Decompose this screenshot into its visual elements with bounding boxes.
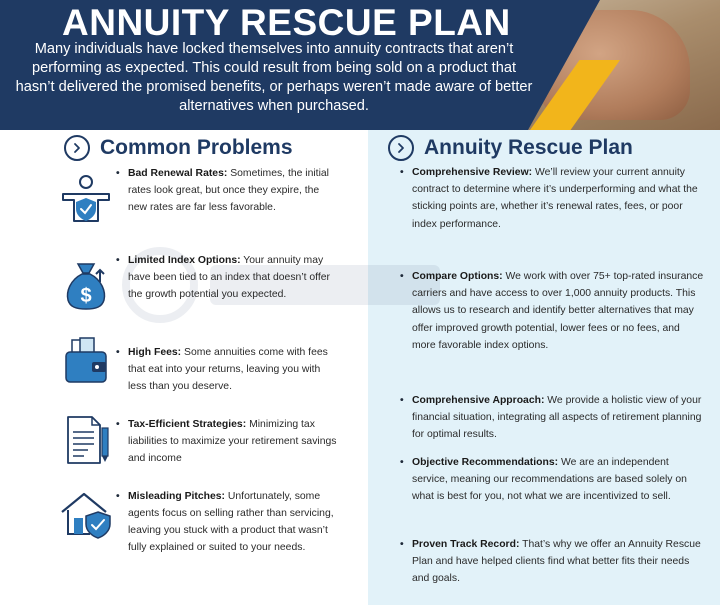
wallet-icon bbox=[60, 336, 112, 388]
shield-person-icon bbox=[60, 174, 112, 226]
plan-proven-track-record bbox=[412, 536, 704, 588]
problem-label: Limited Index Options: bbox=[128, 255, 241, 266]
plan-body: We’ll review your current annuity contract to determine where it’s underperforming and what the sticking points are, whether it’s renewal rates, fees, or poor index performance. bbox=[412, 167, 698, 230]
problem-bad-renewal-rates bbox=[128, 165, 340, 216]
problem-body: Unfortunately, some agents focus on selling rather than servicing, leaving you stuck with a product that wasn’t fully explained or suited to your needs. bbox=[128, 491, 334, 553]
plan-label: Comprehensive Approach: bbox=[412, 395, 545, 406]
chevron-right-icon bbox=[388, 135, 414, 161]
plan-comprehensive-review bbox=[412, 164, 704, 233]
problem-label: High Fees: bbox=[128, 347, 182, 358]
problem-body: Your annuity may have been tied to an index that doesn’t offer the growth potential you expected. bbox=[128, 255, 330, 300]
plan-body: That’s why we offer an Annuity Rescue Plan and have helped clients find what better fits their needs and goals. bbox=[412, 539, 701, 585]
house-shield-icon bbox=[60, 488, 112, 540]
problem-body: Minimizing tax liabilities to maximize your retirement savings and income bbox=[128, 419, 337, 464]
problem-body: Sometimes, the initial rates look great, but once they expire, the new rates are far less favorable. bbox=[128, 168, 329, 213]
plan-label: Compare Options: bbox=[412, 271, 503, 282]
problem-high-fees bbox=[128, 344, 340, 395]
problem-label: Tax-Efficient Strategies: bbox=[128, 419, 247, 430]
plan-label: Comprehensive Review: bbox=[412, 167, 533, 178]
money-bag-icon bbox=[60, 260, 112, 312]
svg-text:$: $ bbox=[80, 285, 92, 307]
problem-misleading-pitches bbox=[128, 488, 340, 556]
problem-body: Some annuities come with fees that eat into your returns, leaving you with less than you deserve. bbox=[128, 347, 328, 392]
plan-body: We provide a holistic view of your financial situation, integrating all aspects of retirement planning for optimal results. bbox=[412, 395, 702, 441]
page-title: ANNUITY RESCUE PLAN bbox=[62, 2, 511, 43]
plan-body: We are an independent service, meaning our recommendations are based solely on what is best for you, not what we are incentivized to sell. bbox=[412, 457, 687, 503]
problem-tax-efficient-strategies bbox=[128, 416, 340, 467]
plan-body: We work with over 75+ top-rated insurance carriers and have access to over 1,000 annuity products. This allows us to research and identify better alternatives that may offer improved growth potential, lower fees or no fees, and more favorable index options. bbox=[412, 271, 704, 351]
common-problems-heading bbox=[64, 133, 293, 163]
chevron-right-icon bbox=[64, 135, 90, 161]
plan-label: Proven Track Record: bbox=[412, 539, 520, 550]
plan-comprehensive-approach bbox=[412, 392, 704, 444]
header-banner bbox=[0, 0, 720, 130]
plan-objective-recommendations bbox=[412, 454, 704, 506]
problem-limited-index-options bbox=[128, 252, 340, 303]
rescue-plan-title: Annuity Rescue Plan bbox=[424, 136, 633, 159]
problem-label: Misleading Pitches: bbox=[128, 491, 226, 502]
rescue-plan-heading bbox=[388, 133, 633, 163]
plan-compare-options bbox=[412, 268, 704, 354]
intro-paragraph: Many individuals have locked themselves into annuity contracts that aren’t performing as expected. This could result from being sold on a product that hasn’t delivered the promised benefits, or perhaps weren’t made aware of better alternatives when purchased. bbox=[15, 41, 533, 114]
problem-label: Bad Renewal Rates: bbox=[128, 168, 228, 179]
common-problems-title: Common Problems bbox=[100, 136, 293, 159]
document-pen-icon bbox=[60, 414, 112, 466]
plan-label: Objective Recommendations: bbox=[412, 457, 559, 468]
